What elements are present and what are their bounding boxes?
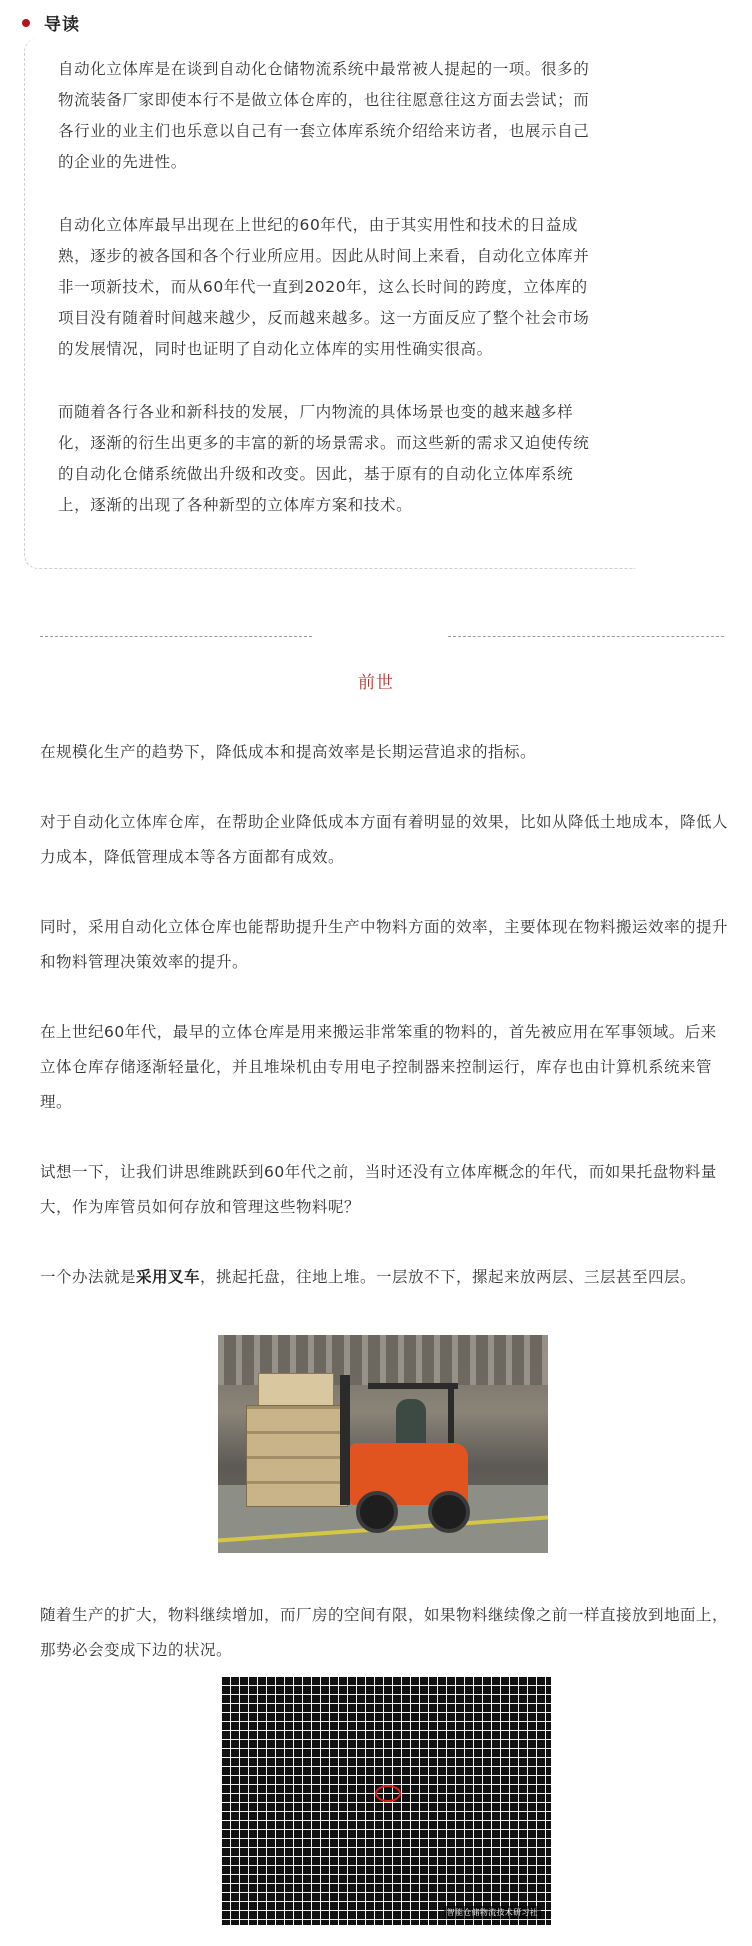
divider-left: [40, 636, 312, 637]
body-paragraph: 在规模化生产的趋势下，降低成本和提高效率是长期运营追求的指标。: [40, 743, 537, 761]
intro-header: [22, 10, 80, 35]
forklift-paragraph: [40, 1260, 728, 1295]
body-paragraph: 对于自动化立体库仓库，在帮助企业降低成本方面有着明显的效果，比如从降低土地成本，降低人力成本，降低管理成本等各方面都有成效。: [40, 813, 729, 866]
forklift-text-after: ，挑起托盘，往地上堆。一层放不下，摞起来放两层、三层甚至四层。: [200, 1268, 697, 1286]
intro-paragraph: 而随着各行各业和新科技的发展，厂内物流的具体场景也变的越来越多样化，逐渐的衍生出更多的丰富的新的场景需求。而这些新的需求又迫使传统的自动化仓储系统做出升级和改变。因此，基于原有的自动化立体库系统上，逐渐的出现了各种新型的立体库方案和技术。: [58, 403, 590, 514]
pallet-load: [246, 1405, 348, 1507]
intro-title: 导读: [44, 15, 80, 35]
body-paragraph: 同时，采用自动化立体仓库也能帮助提升生产中物料方面的效率，主要体现在物料搬运效率的提升和物料管理决策效率的提升。: [40, 918, 729, 971]
intro-text: [58, 54, 603, 553]
body-paragraph: 在上世纪60年代，最早的立体仓库是用来搬运非常笨重的物料的，首先被应用在军事领域。后来立体仓库存储逐渐轻量化，并且堆垛机由专用电子控制器来控制运行，库存也由计算机系统来管理。: [40, 1023, 717, 1111]
article-body-lower: [40, 1598, 728, 1668]
body-paragraph: 试想一下，让我们讲思维跳跃到60年代之前，当时还没有立体库概念的年代，而如果托盘物料量大，作为库管员如何存放和管理这些物料呢？: [40, 1163, 717, 1216]
forklift-text-before: 一个办法就是: [40, 1268, 137, 1286]
watermark: 智能仓储物流技术研习社: [444, 1906, 541, 1919]
intro-paragraph: 自动化立体库是在谈到自动化仓储物流系统中最常被人提起的一项。很多的物流装备厂家即使本行不是做立体仓库的，也往往愿意往这方面去尝试；而各行业的业主们也乐意以自己有一套立体库系统介绍给来访者，也展示自己的企业的先进性。: [58, 60, 590, 171]
forklift-driver: [396, 1399, 426, 1447]
forklift-photo: [218, 1335, 548, 1553]
forklift-wheel: [428, 1491, 470, 1533]
pallet-load-top: [258, 1373, 334, 1409]
bullet-dot-icon: [22, 19, 30, 27]
divider-right: [448, 636, 724, 637]
forklift-mast: [340, 1375, 350, 1505]
highlight-circle: [375, 1785, 401, 1802]
forklift-wheel: [356, 1491, 398, 1533]
article-body: [40, 735, 728, 1295]
floor-stacking-grid-image: [221, 1677, 551, 1925]
section-title: 前世: [358, 673, 394, 693]
forklift-bold-text: 采用叉车: [136, 1268, 201, 1286]
forklift-post: [448, 1383, 454, 1445]
forklift-roof: [368, 1383, 458, 1389]
intro-paragraph: 自动化立体库最早出现在上世纪的60年代，由于其实用性和技术的日益成熟，逐步的被各国和各个行业所应用。因此从时间上来看，自动化立体库并非一项新技术，而从60年代一直到2020年，这么长时间的跨度，立体库的项目没有随着时间越来越少，反而越来越多。这一方面反应了整个社会市场的发展情况，同时也证明了自动化立体库的实用性确实很高。: [58, 216, 590, 358]
body-paragraph: 随着生产的扩大，物料继续增加，而厂房的空间有限，如果物料继续像之前一样直接放到地面上，那势必会变成下边的状况。: [40, 1606, 729, 1659]
